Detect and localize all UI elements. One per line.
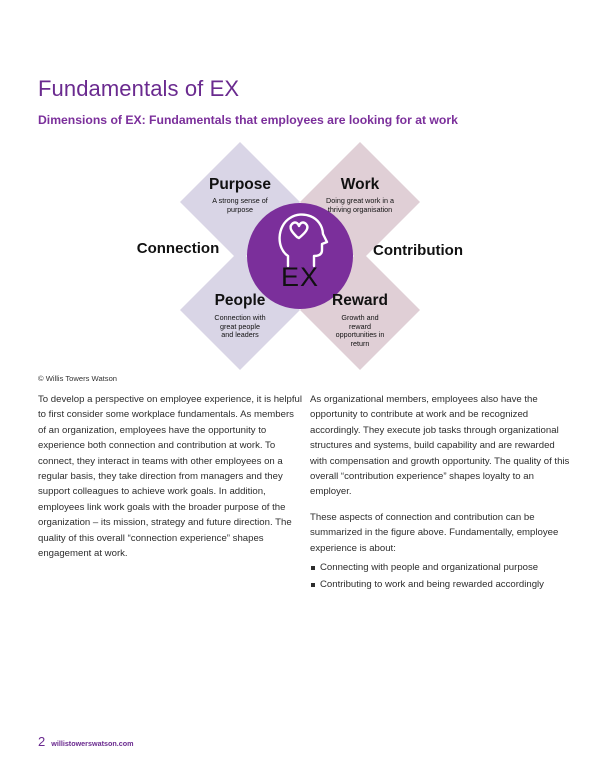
quadrant-purpose-desc: A strong sense of purpose xyxy=(212,196,268,214)
axis-label-contribution: Contribution xyxy=(373,242,463,259)
quadrant-people-title: People xyxy=(214,292,266,309)
ex-dimensions-figure xyxy=(130,138,470,374)
bullet-item: Contributing to work and being rewarded accordingly xyxy=(310,577,572,592)
quadrant-purpose-title: Purpose xyxy=(208,176,272,193)
page-title: Fundamentals of EX xyxy=(38,76,240,101)
body-paragraph: To develop a perspective on employee experience, it is helpful to first consider some workplace fundamentals. As members of an organization, employees have the opportunity to experience both connection and contribution at work. To connect, they interact in teams with other employees on a regular basis, they take direction from managers and they support colleagues to achieve work goals. In addition, employees link work goals with the broader purpose of the organization – its mission, strategy and future direction. The quality of this overall “connection experience” shapes engagement at work. xyxy=(38,394,302,560)
ex-center-label: EX xyxy=(280,262,320,292)
quadrant-work-title: Work xyxy=(340,176,380,193)
body-paragraph: These aspects of connection and contribution can be summarized in the figure above. Fundamentally, employee experience is about: xyxy=(310,511,559,554)
body-column-left xyxy=(38,392,302,571)
bullet-item: Connecting with people and organizational purpose xyxy=(310,560,572,575)
page-subtitle: Dimensions of EX: Fundamentals that employees are looking for at work xyxy=(38,113,458,127)
bullet-list xyxy=(310,560,572,593)
footer-url-link[interactable]: willistowerswatson.com xyxy=(51,739,134,748)
body-paragraph: As organizational members, employees also have the opportunity to contribute at work and be recognized accordingly. They execute job tasks through organizational structures and systems, build capability and are rewarded with compensation and growth opportunity. The quality of this overall “contribution experience” shapes loyalty to an employer. xyxy=(310,394,570,498)
page-footer xyxy=(38,734,134,749)
quadrant-reward-title: Reward xyxy=(332,292,388,309)
quadrant-people-desc: Connection with great people and leaders xyxy=(214,313,266,340)
quadrant-reward-desc: Growth and reward opportunities in return xyxy=(335,313,385,348)
body-column-right xyxy=(310,392,572,595)
quadrant-work-desc: Doing great work in a thriving organisation xyxy=(326,196,394,214)
page-number: 2 xyxy=(38,734,46,749)
figure-copyright: © Willis Towers Watson xyxy=(38,374,118,383)
axis-label-connection: Connection xyxy=(136,240,220,257)
